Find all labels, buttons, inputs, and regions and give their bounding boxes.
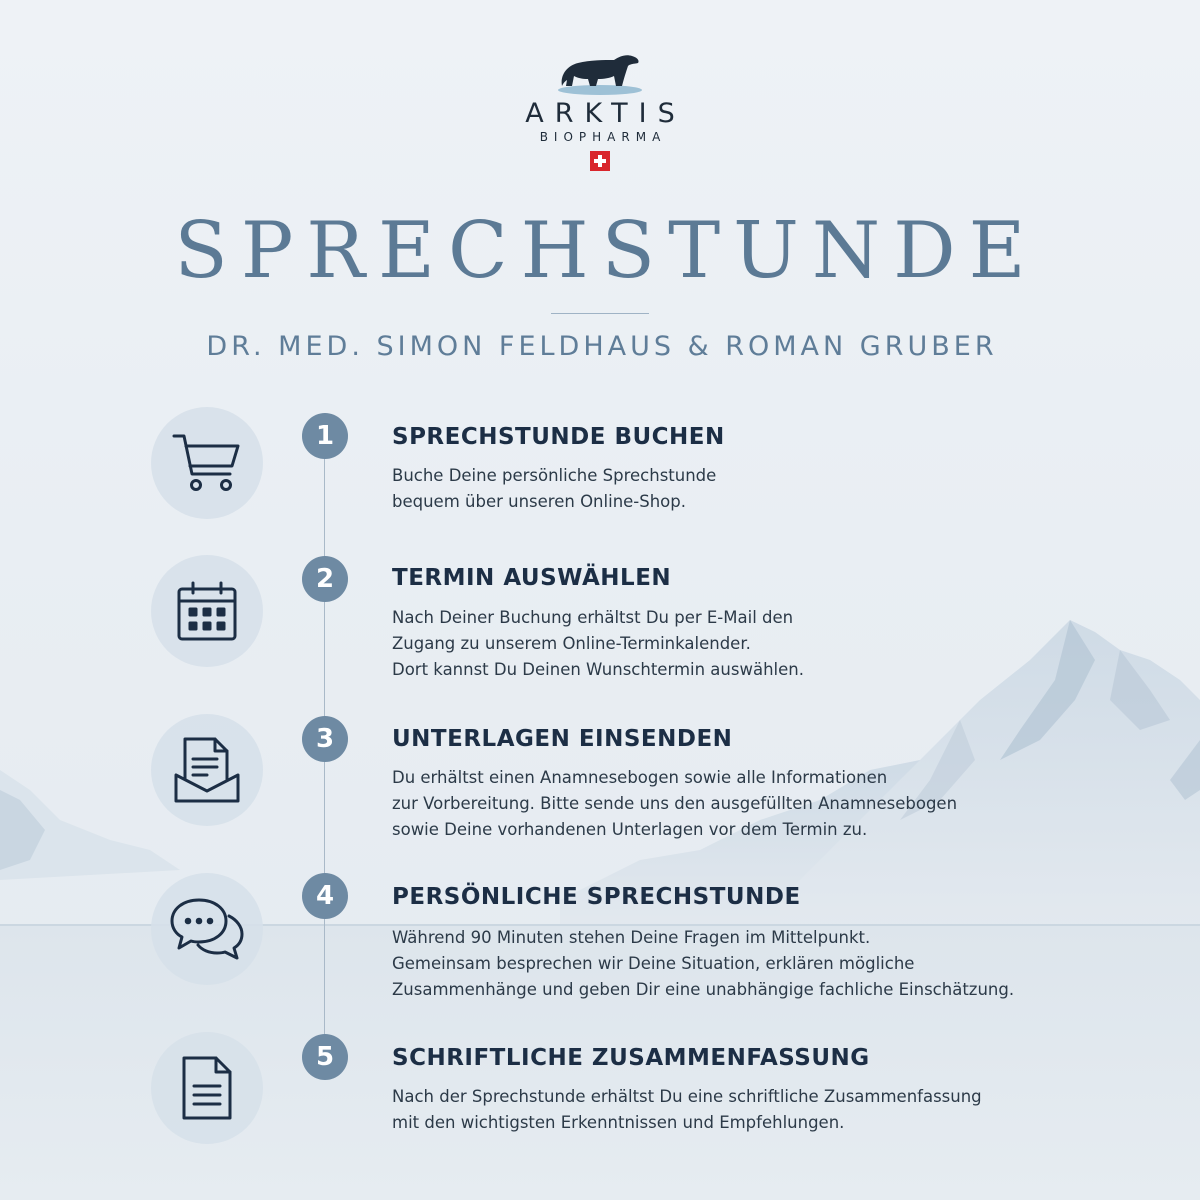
step-number: 5 (302, 1034, 348, 1080)
step-title: SCHRIFTLICHE ZUSAMMENFASSUNG (392, 1045, 870, 1071)
step-number: 4 (302, 873, 348, 919)
step-icon-circle (151, 1032, 263, 1144)
step-icon-circle (151, 407, 263, 519)
step-description: Während 90 Minuten stehen Deine Fragen im Mittelpunkt. Gemeinsam besprechen wir Deine Situation, erklären mögliche Zusammenhänge und geben Dir eine unabhängige fachliche Einschätzung. (392, 928, 1015, 999)
page-subtitle: DR. MED. SIMON FELDHAUS & ROMAN GRUBER (206, 331, 998, 362)
step-description: Du erhältst einen Anamnesebogen sowie alle Informationen zur Vorbereitung. Bitte sende uns den ausgefüllten Anamnesebogen sowie Deine vorhandenen Unterlagen vor dem Termin zu. (392, 768, 958, 839)
step-number: 1 (302, 413, 348, 459)
shopping-cart-icon (172, 432, 242, 494)
polar-bear-logo (554, 46, 646, 96)
document-inbox-icon (173, 735, 241, 805)
chat-bubbles-icon (169, 896, 245, 962)
step-title: UNTERLAGEN EINSENDEN (392, 726, 733, 752)
step-title: PERSÖNLICHE SPRECHSTUNDE (392, 884, 801, 910)
step-icon-circle (151, 714, 263, 826)
brand-subtitle: BIOPHARMA (539, 130, 667, 144)
step-description: Nach Deiner Buchung erhältst Du per E-Mail den Zugang zu unserem Online-Terminkalender. Dort kannst Du Deinen Wunschtermin auswählen. (392, 608, 804, 679)
step-description: Nach der Sprechstunde erhältst Du eine schriftliche Zusammenfassung mit den wichtigsten Erkenntnissen und Empfehlungen. (392, 1087, 982, 1132)
step-number: 3 (302, 716, 348, 762)
title-divider (551, 313, 649, 314)
step-icon-circle (151, 873, 263, 985)
brand-name: ARKTIS (525, 98, 686, 129)
document-icon (180, 1054, 234, 1122)
step-title: TERMIN AUSWÄHLEN (392, 565, 672, 591)
page-title: SPRECHSTUNDE (174, 206, 1039, 296)
swiss-flag-icon (590, 151, 610, 171)
step-number: 2 (302, 556, 348, 602)
step-title: SPRECHSTUNDE BUCHEN (392, 424, 725, 450)
step-icon-circle (151, 555, 263, 667)
calendar-icon (175, 579, 239, 643)
brand-logo (0, 46, 1200, 171)
step-description: Buche Deine persönliche Sprechstunde bequem über unseren Online-Shop. (392, 466, 717, 511)
